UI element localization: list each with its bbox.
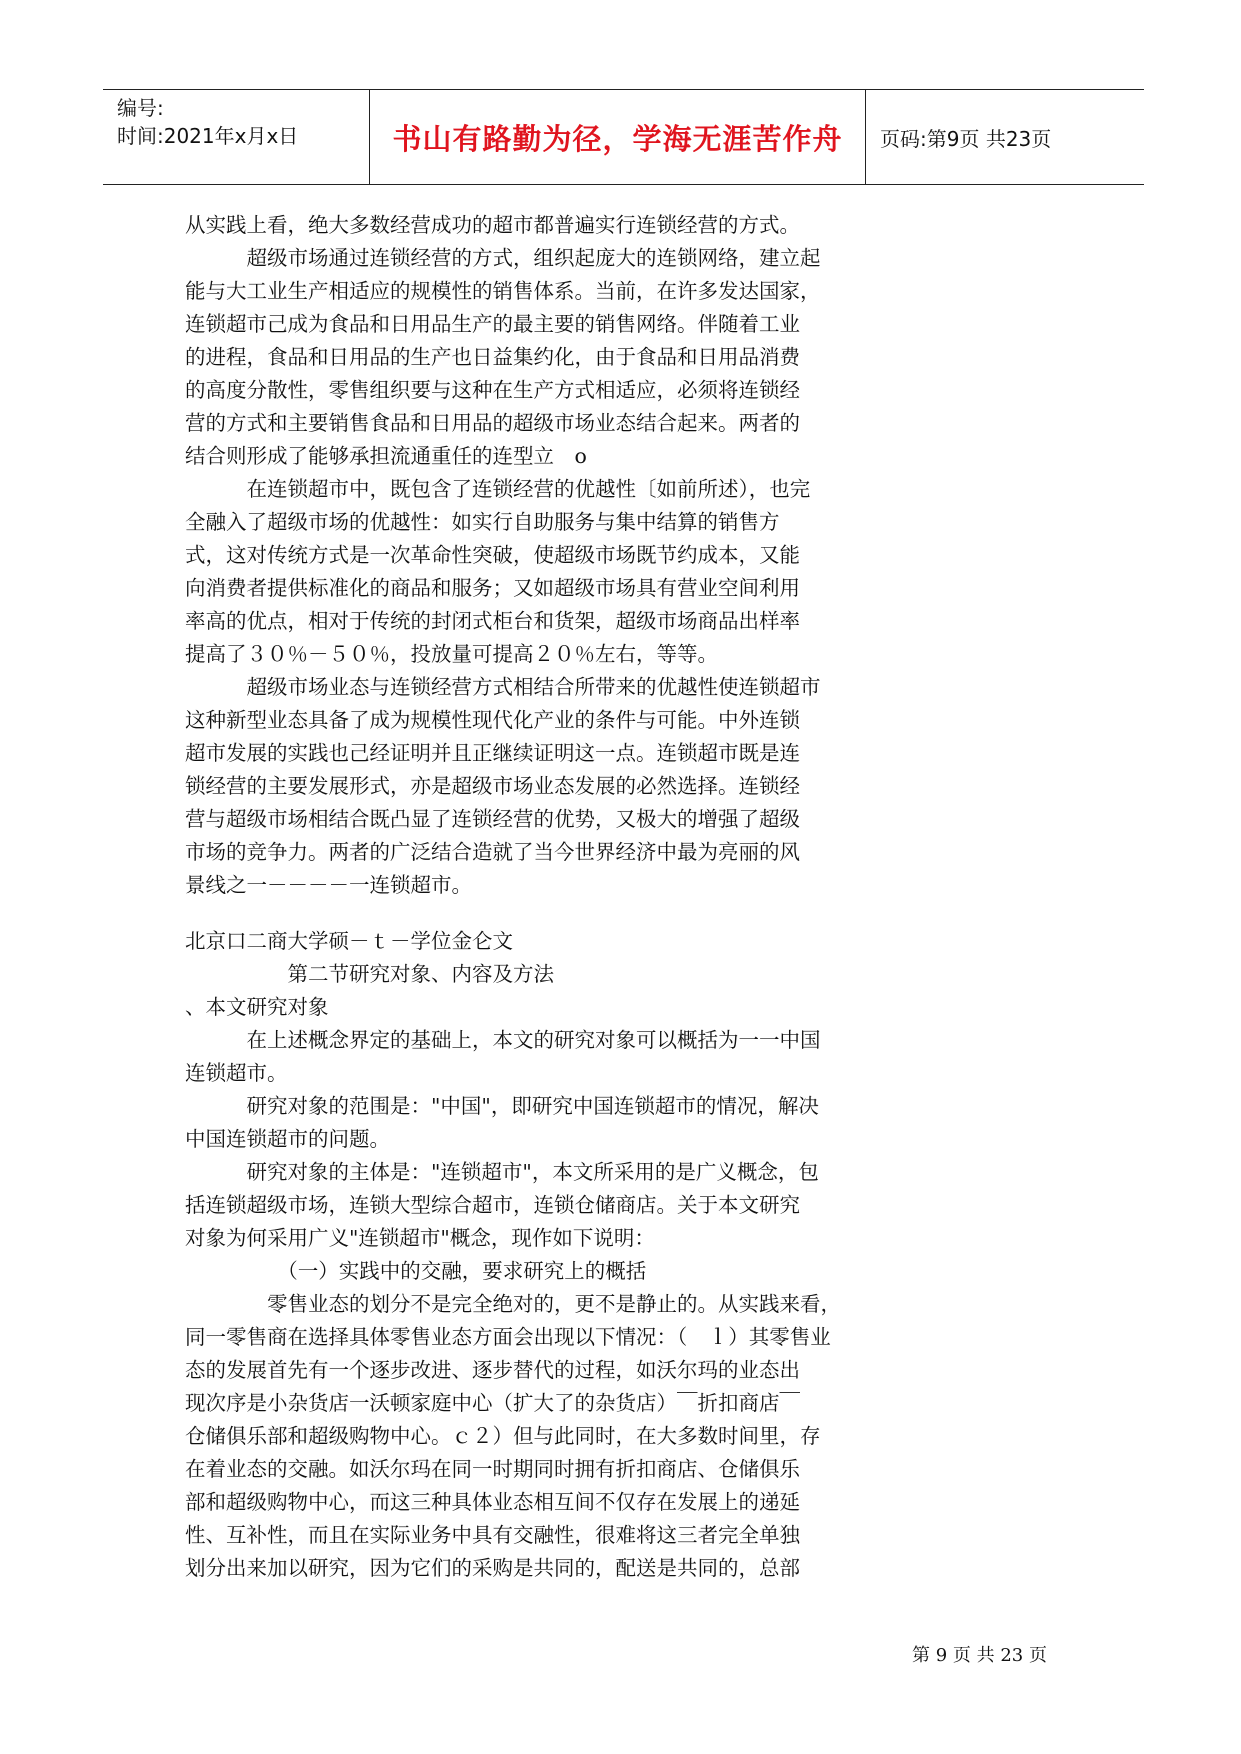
body-text-line: 连锁超市。 (185, 1061, 288, 1085)
body-text-line: 锁经营的主要发展形式，亦是超级市场业态发展的必然选择。连锁经 (185, 774, 800, 798)
body-text-line: 同一零售商在选择具体零售业态方面会出现以下情况：（ ｌ）其零售业 (185, 1325, 831, 1349)
body-text-line: 研究对象的范围是："中国"，即研究中国连锁超市的情况，解决 (185, 1094, 819, 1118)
header-motto: 书山有路勤为径，学海无涯苦作舟 (392, 121, 843, 156)
body-text-line: 超级市场业态与连锁经营方式相结合所带来的优越性使连锁超市 (185, 675, 821, 699)
header-table (103, 89, 1144, 185)
body-text-line: （一）实践中的交融，要求研究上的概括 (185, 1259, 647, 1283)
body-text-line: 营与超级市场相结合既凸显了连锁经营的优势，又极大的增强了超级 (185, 807, 800, 831)
body-text-line: 景线之一－－－－一连锁超市。 (185, 873, 472, 897)
body-text-line: 提高了３０％－５０％，投放量可提高２０％左右，等等。 (185, 642, 718, 666)
header-page-label: 页码:第9页 共23页 (880, 126, 1052, 151)
body-text-line: 连锁超市己成为食品和日用品生产的最主要的销售网络。伴随着工业 (185, 312, 800, 336)
body-text-line: 在着业态的交融。如沃尔玛在同一时期同时拥有折扣商店、仓储俱乐 (185, 1457, 800, 1481)
header-meta-cell (103, 90, 370, 184)
body-text-line: 市场的竞争力。两者的广泛结合造就了当今世界经济中最为亮丽的风 (185, 840, 800, 864)
body-text-line: 从实践上看，绝大多数经营成功的超市都普遍实行连锁经营的方式。 (185, 213, 800, 237)
body-text-line: 性、互补性，而且在实际业务中具有交融性，很难将这三者完全单独 (185, 1523, 800, 1547)
body-text-line: 率高的优点，相对于传统的封闭式柜台和货架，超级市场商品出样率 (185, 609, 800, 633)
document-number-label: 编号: (117, 96, 164, 120)
body-text-line: 能与大工业生产相适应的规模性的销售体系。当前，在许多发达国家， (185, 279, 821, 303)
body-text-line: 划分出来加以研究，因为它们的采购是共同的，配送是共同的，总部 (185, 1556, 800, 1580)
body-text-line: 超市发展的实践也己经证明并且正继续证明这一点。连锁超市既是连 (185, 741, 800, 765)
body-text-line: 超级市场通过连锁经营的方式，组织起庞大的连锁网络，建立起 (185, 246, 821, 270)
body-text-line: 第二节研究对象、内容及方法 (185, 962, 554, 986)
body-text-line: 的高度分散性，零售组织要与这种在生产方式相适应，必须将连锁经 (185, 378, 800, 402)
body-text-line: 仓储俱乐部和超级购物中心。ｃ２）但与此同时，在大多数时间里，存 (185, 1424, 821, 1448)
body-text-line: 态的发展首先有一个逐步改进、逐步替代的过程，如沃尔玛的业态出 (185, 1358, 800, 1382)
document-time-label: 时间:2021年x月x日 (117, 124, 299, 148)
body-text-line: 部和超级购物中心，而这三种具体业态相互间不仅存在发展上的递延 (185, 1490, 800, 1514)
body-text-line: 全融入了超级市场的优越性：如实行自助服务与集中结算的销售方 (185, 510, 780, 534)
body-text-line: 营的方式和主要销售食品和日用品的超级市场业态结合起来。两者的 (185, 411, 800, 435)
body-text-line: 这种新型业态具备了成为规模性现代化产业的条件与可能。中外连锁 (185, 708, 800, 732)
body-text-line: 对象为何采用广义"连锁超市"概念，现作如下说明： (185, 1226, 655, 1250)
body-text-line: 研究对象的主体是："连锁超市"，本文所采用的是广义概念，包 (185, 1160, 819, 1184)
header-page-cell (866, 90, 1144, 184)
page-footer: 第 9 页 共 23 页 (912, 1645, 1047, 1666)
header-motto-cell (370, 90, 866, 184)
body-text-line: 括连锁超级市场，连锁大型综合超市，连锁仓储商店。关于本文研究 (185, 1193, 800, 1217)
body-text-line: 零售业态的划分不是完全绝对的，更不是静止的。从实践来看， (185, 1292, 841, 1316)
body-text-line: 现次序是小杂货店一沃顿家庭中心（扩大了的杂货店）￣折扣商店￣ (185, 1391, 800, 1415)
body-text-line: 式，这对传统方式是一次革命性突破，使超级市场既节约成本，又能 (185, 543, 800, 567)
body-text-line: 结合则形成了能够承担流通重任的连型立 o (185, 444, 587, 468)
body-text-line: 在连锁超市中，既包含了连锁经营的优越性〔如前所述），也完 (185, 477, 811, 501)
body-text-line: 北京口二商大学硕－ｔ－学位金仑文 (185, 929, 513, 953)
body-text-line: 在上述概念界定的基础上，本文的研究对象可以概括为一一中国 (185, 1028, 821, 1052)
body-text-line: 的进程，食品和日用品的生产也日益集约化，由于食品和日用品消费 (185, 345, 800, 369)
body-text-line: 、本文研究对象 (185, 995, 329, 1019)
body-text-line: 中国连锁超市的问题。 (185, 1127, 390, 1151)
body-text-line: 向消费者提供标准化的商品和服务；又如超级市场具有营业空间利用 (185, 576, 800, 600)
